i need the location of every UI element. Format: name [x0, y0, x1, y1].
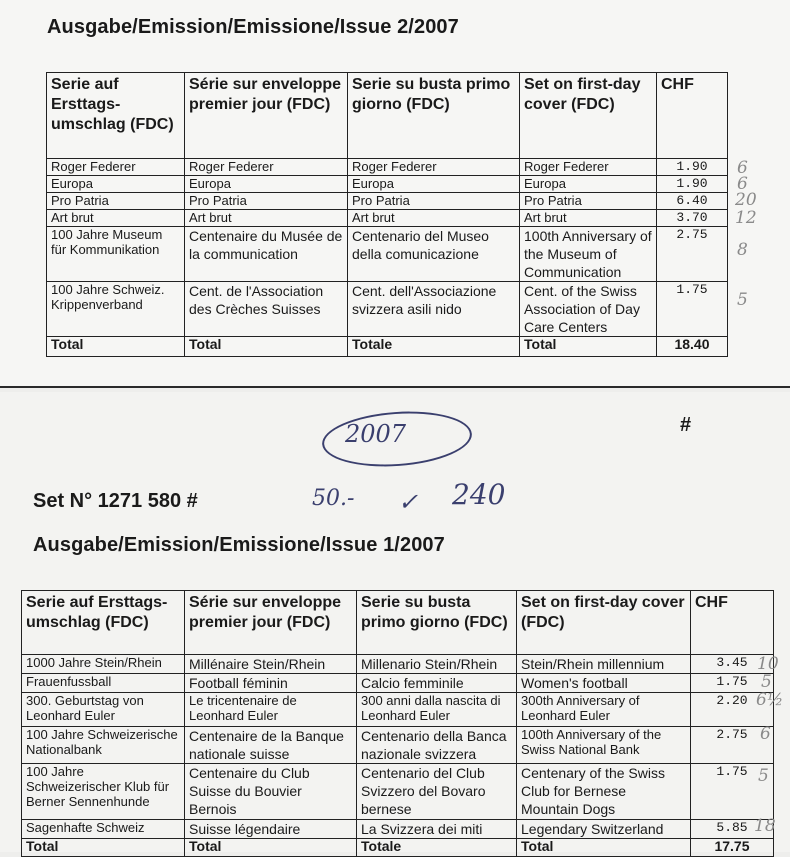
header-it: Serie su busta primo giorno (FDC): [348, 73, 520, 159]
pencil-note: 6: [760, 724, 771, 744]
total-label-fr: Total: [185, 337, 348, 357]
cell-it: Pro Patria: [348, 193, 520, 210]
cell-chf: 3.45: [691, 655, 774, 674]
cell-it: Calcio femminile: [357, 674, 517, 693]
cell-chf: 1.75: [657, 282, 728, 337]
header-chf: CHF: [657, 73, 728, 159]
table-row: [47, 176, 728, 193]
total-label-fr: Total: [185, 839, 357, 857]
total-label-de: Total: [47, 337, 185, 357]
table-row: [47, 227, 728, 282]
header-en: Set on first-day cover (FDC): [520, 73, 657, 159]
cell-chf: 1.75: [691, 674, 774, 693]
header-it: Serie su busta primo giorno (FDC): [357, 591, 517, 655]
cell-en: Stein/Rhein millennium: [517, 655, 691, 674]
cell-fr: Centenaire de la Banque nationale suisse: [185, 727, 357, 764]
cell-en: 100th Anniversary of the Museum of Communication: [520, 227, 657, 282]
cell-chf: 1.75: [691, 764, 774, 820]
table-row: [22, 655, 774, 674]
cell-chf: 3.70: [657, 210, 728, 227]
cell-de: 100 Jahre Schweiz. Krippenverband: [47, 282, 185, 337]
cell-fr: Millénaire Stein/Rhein: [185, 655, 357, 674]
cell-de: Pro Patria: [47, 193, 185, 210]
table-row: [22, 820, 774, 839]
cell-fr: Centenaire du Musée de la communication: [185, 227, 348, 282]
cell-de: Europa: [47, 176, 185, 193]
fdc-table-issue-2: [46, 72, 728, 357]
cell-chf: 1.90: [657, 176, 728, 193]
cell-fr: Centenaire du Club Suisse du Bouvier Bernois: [185, 764, 357, 820]
pencil-note: 18: [754, 816, 776, 836]
pencil-note: 10: [757, 654, 779, 674]
cell-chf: 2.75: [691, 727, 774, 764]
header-fr: Série sur enveloppe premier jour (FDC): [185, 591, 357, 655]
set-number: Set N° 1271 580 #: [33, 490, 198, 512]
pencil-note: 12: [735, 208, 757, 228]
cell-fr: Suisse légendaire: [185, 820, 357, 839]
cell-fr: Art brut: [185, 210, 348, 227]
cell-it: Art brut: [348, 210, 520, 227]
cell-de: Roger Federer: [47, 159, 185, 176]
price-note: 50.-: [312, 486, 355, 511]
issue-title-bottom: Ausgabe/Emission/Emissione/Issue 1/2007: [33, 534, 445, 556]
header-fr: Série sur enveloppe premier jour (FDC): [185, 73, 348, 159]
cell-en: Art brut: [520, 210, 657, 227]
cell-en: Centenary of the Swiss Club for Bernese Mountain Dogs: [517, 764, 691, 820]
sheet-divider: [0, 386, 790, 388]
fdc-table-issue-1: [21, 590, 774, 857]
cell-de: 100 Jahre Schweizerischer Klub für Berner Sennenhunde: [22, 764, 185, 820]
cell-it: Cent. dell'Associazione svizzera asili nido: [348, 282, 520, 337]
cell-it: Europa: [348, 176, 520, 193]
pencil-note: 5: [737, 290, 748, 310]
table-row: [22, 674, 774, 693]
total-label-en: Total: [517, 839, 691, 857]
pencil-note: 20: [735, 190, 757, 210]
table-row: [22, 764, 774, 820]
table-row: [47, 159, 728, 176]
cell-en: 100th Anniversary of the Swiss National Bank: [517, 727, 691, 764]
total-row: [22, 839, 774, 857]
cell-en: Legendary Switzerland: [517, 820, 691, 839]
cell-en: Roger Federer: [520, 159, 657, 176]
year-note: 2007: [345, 420, 407, 448]
table-header-row: [47, 73, 728, 159]
total-label-en: Total: [520, 337, 657, 357]
cell-it: Centenario della Banca nazionale svizzera: [357, 727, 517, 764]
cell-de: 100 Jahre Schweizerische Nationalbank: [22, 727, 185, 764]
table-row: [47, 193, 728, 210]
pencil-note: 6½: [756, 690, 784, 710]
cell-de: 1000 Jahre Stein/Rhein: [22, 655, 185, 674]
cell-de: 100 Jahre Museum für Kommunikation: [47, 227, 185, 282]
cell-en: Women's football: [517, 674, 691, 693]
cell-fr: Le tricentenaire de Leonhard Euler: [185, 693, 357, 727]
cell-it: 300 anni dalla nascita di Leonhard Euler: [357, 693, 517, 727]
pencil-note: 5: [758, 766, 769, 786]
table-row: [47, 282, 728, 337]
cell-it: La Svizzera dei miti: [357, 820, 517, 839]
cell-it: Centenario del Club Svizzero del Bovaro bernese: [357, 764, 517, 820]
cell-it: Millenario Stein/Rhein: [357, 655, 517, 674]
check-mark: ✓: [398, 488, 419, 516]
cell-fr: Football féminin: [185, 674, 357, 693]
cell-de: Frauenfussball: [22, 674, 185, 693]
pencil-note: 8: [737, 240, 748, 260]
header-de: Serie auf Ersttags-umschlag (FDC): [22, 591, 185, 655]
cell-en: Cent. of the Swiss Association of Day Care Centers: [520, 282, 657, 337]
cell-en: 300th Anniversary of Leonhard Euler: [517, 693, 691, 727]
cell-de: Art brut: [47, 210, 185, 227]
hash-mark: #: [680, 414, 692, 436]
cell-it: Roger Federer: [348, 159, 520, 176]
cell-chf: 2.20: [691, 693, 774, 727]
cell-en: Pro Patria: [520, 193, 657, 210]
cell-fr: Roger Federer: [185, 159, 348, 176]
cell-it: Centenario del Museo della comunicazione: [348, 227, 520, 282]
pencil-note: 6: [737, 158, 748, 178]
pencil-note: 5: [761, 672, 772, 692]
table-row: [47, 210, 728, 227]
cell-chf: 1.90: [657, 159, 728, 176]
header-de: Serie auf Ersttags-umschlag (FDC): [47, 73, 185, 159]
total-label-de: Total: [22, 839, 185, 857]
table-row: [22, 693, 774, 727]
table-header-row: [22, 591, 774, 655]
cell-fr: Cent. de l'Association des Crèches Suisses: [185, 282, 348, 337]
issue-title-top: Ausgabe/Emission/Emissione/Issue 2/2007: [47, 16, 459, 38]
total-label-it: Totale: [357, 839, 517, 857]
cell-de: 300. Geburtstag von Leonhard Euler: [22, 693, 185, 727]
total-label-it: Totale: [348, 337, 520, 357]
total-chf: 18.40: [657, 337, 728, 357]
count-note: 240: [452, 478, 506, 511]
cell-chf: 5.85: [691, 820, 774, 839]
total-row: [47, 337, 728, 357]
pencil-note: 6: [737, 174, 748, 194]
cell-en: Europa: [520, 176, 657, 193]
header-en: Set on first-day cover (FDC): [517, 591, 691, 655]
header-chf: CHF: [691, 591, 774, 655]
cell-fr: Pro Patria: [185, 193, 348, 210]
cell-fr: Europa: [185, 176, 348, 193]
table-row: [22, 727, 774, 764]
cell-de: Sagenhafte Schweiz: [22, 820, 185, 839]
total-chf: 17.75: [691, 839, 774, 857]
cell-chf: 6.40: [657, 193, 728, 210]
cell-chf: 2.75: [657, 227, 728, 282]
